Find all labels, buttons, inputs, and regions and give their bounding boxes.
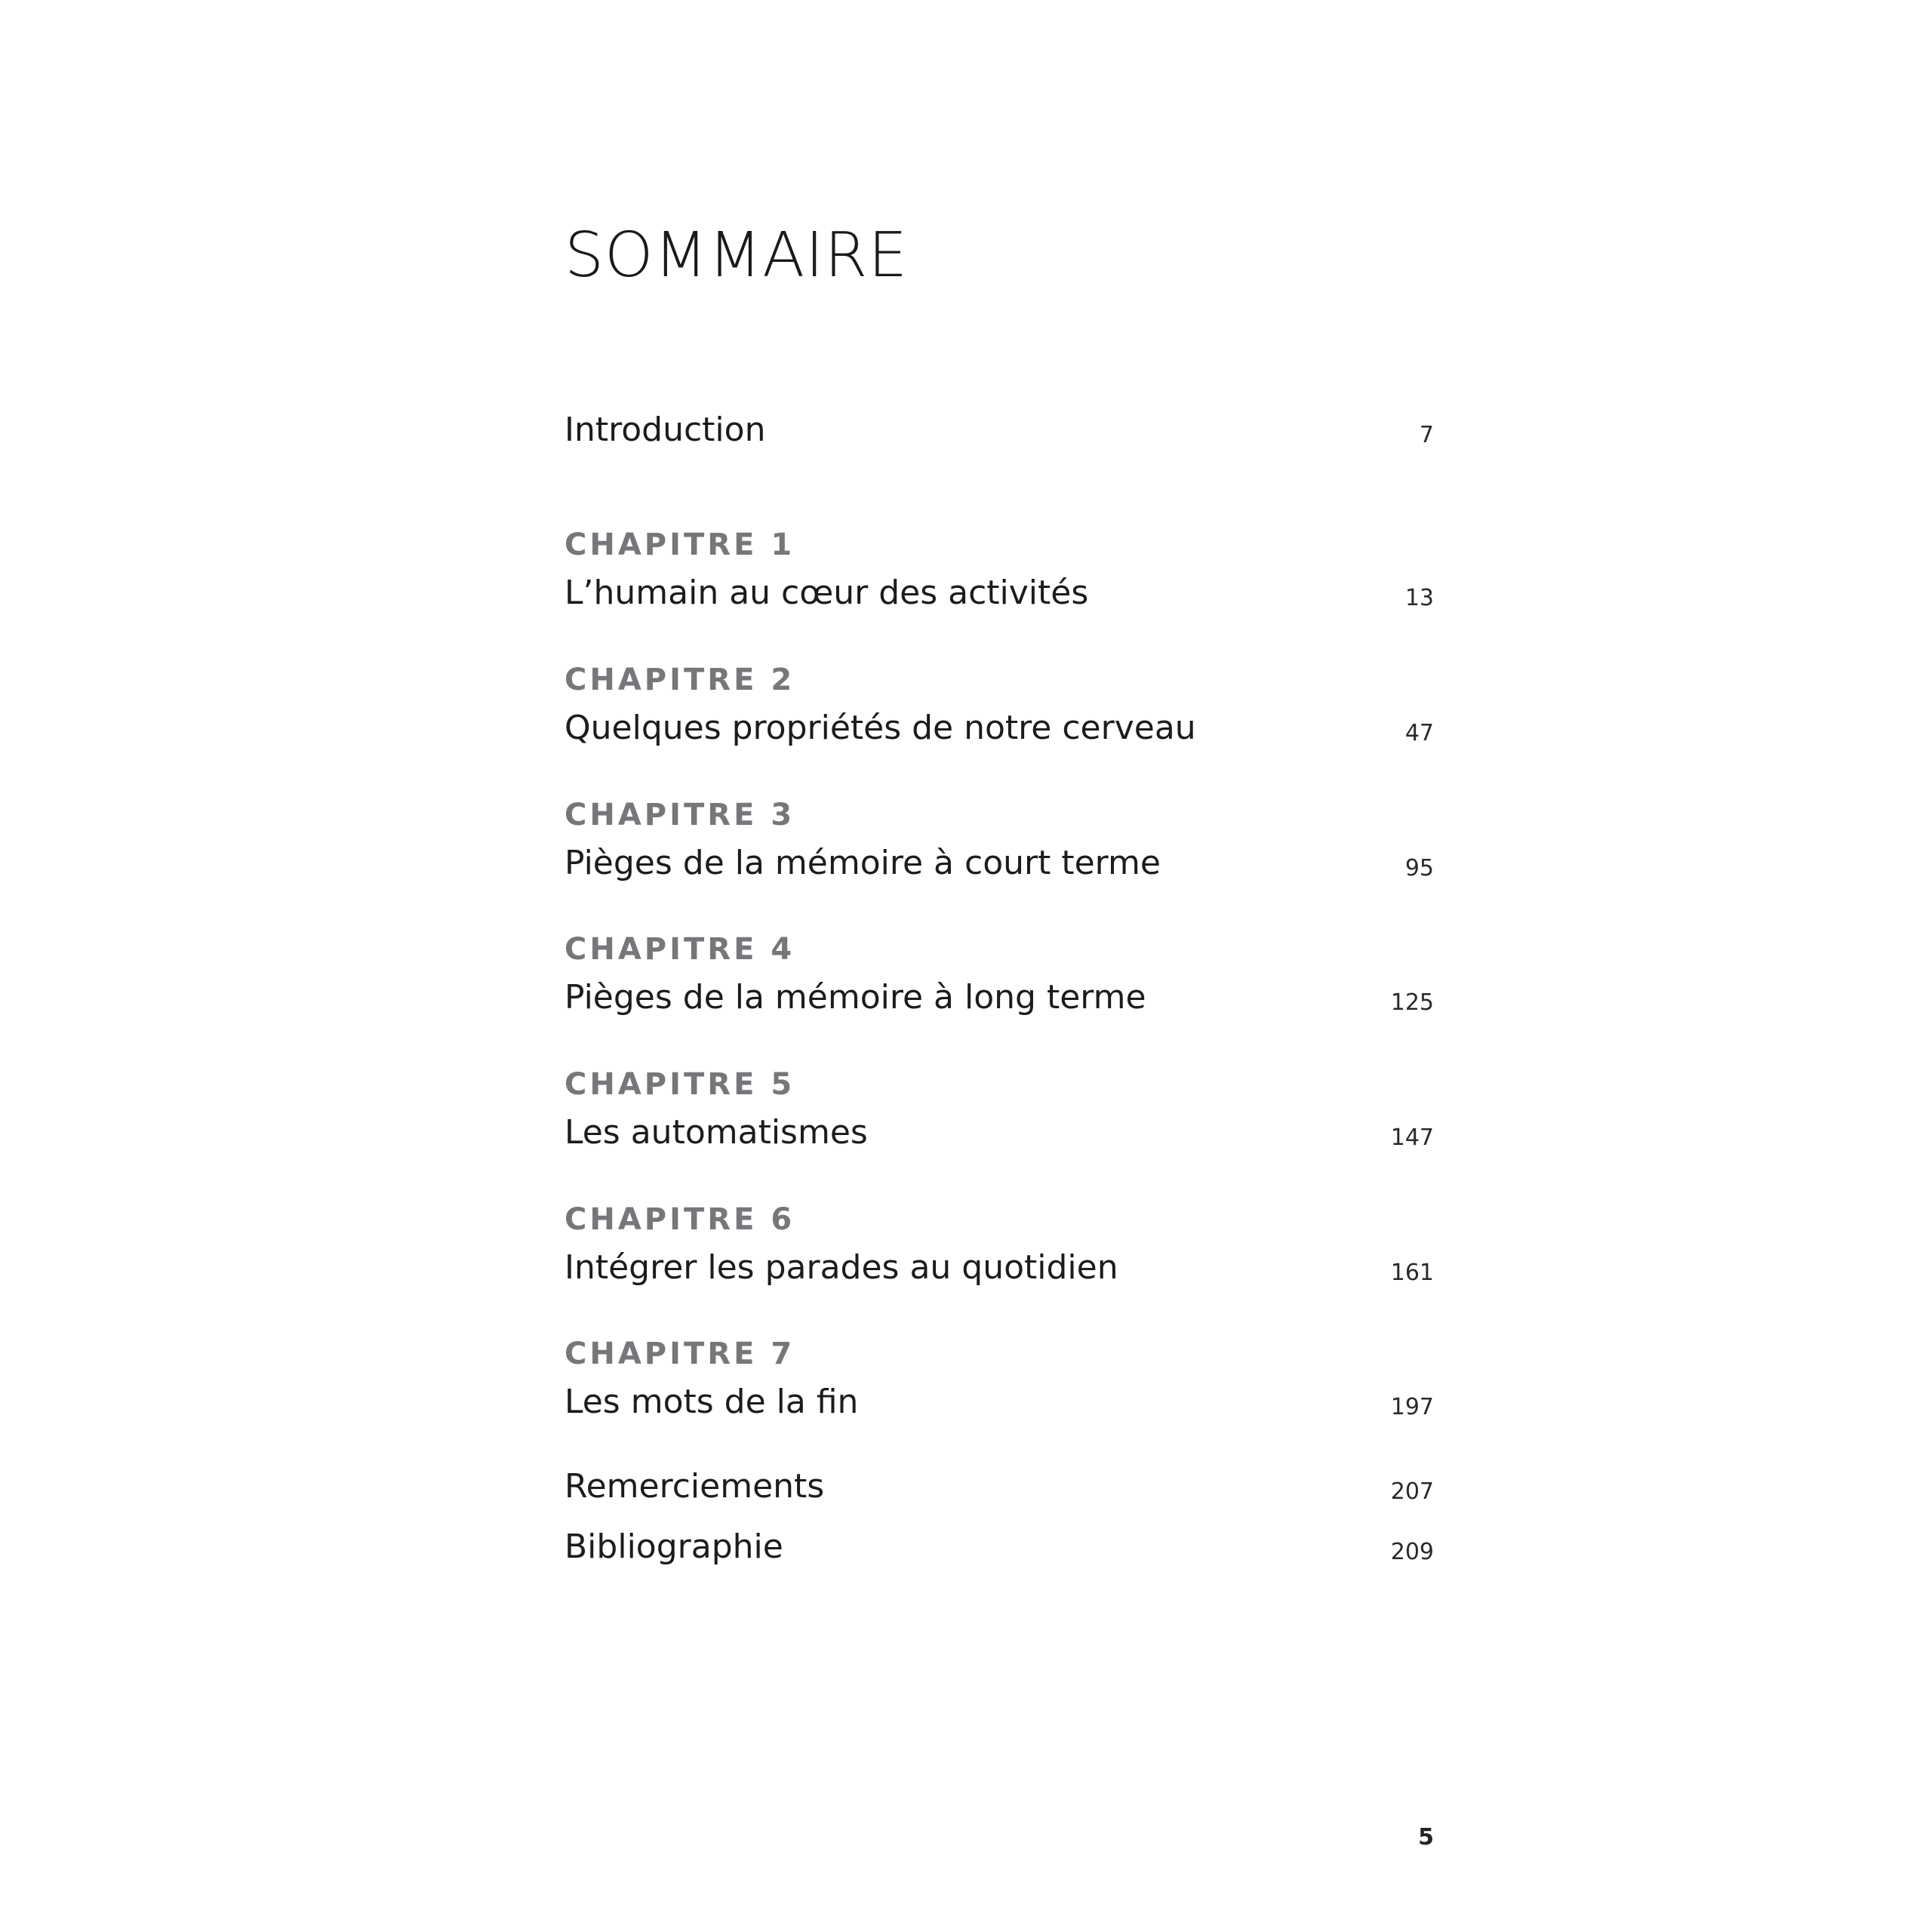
chapter-title: Les mots de la fin [565,1383,859,1421]
toc-page-number: 95 [1404,855,1434,881]
chapter-heading: CHAPITRE 4 [565,932,795,967]
toc-page-number: 209 [1390,1539,1434,1565]
chapter-heading: CHAPITRE 7 [565,1337,795,1371]
toc-entry-introduction[interactable] [565,408,1434,453]
toc-page-number: 147 [1390,1124,1434,1151]
toc-entry-bibliographie[interactable] [565,1524,1434,1570]
chapter-title: Quelques propriétés de notre cerveau [565,709,1196,747]
chapter-heading: CHAPITRE 3 [565,798,795,832]
toc-entry-label: Introduction [565,411,766,449]
chapter-heading: CHAPITRE 5 [565,1067,795,1102]
toc-page-number: 161 [1390,1260,1434,1286]
toc-page-number: 13 [1404,585,1434,611]
chapter-title: Pièges de la mémoire à court terme [565,844,1161,882]
toc-page-number: 47 [1404,720,1434,746]
toc-chapter-2[interactable] [565,665,1434,751]
toc-chapter-7[interactable] [565,1339,1434,1425]
toc-entry-label: Remerciements [565,1467,825,1506]
toc-page-number: 197 [1390,1394,1434,1420]
toc-chapter-6[interactable] [565,1204,1434,1291]
toc-entry-label: Bibliographie [565,1527,783,1566]
chapter-title: Pièges de la mémoire à long terme [565,978,1146,1017]
chapter-heading: CHAPITRE 2 [565,663,795,697]
toc-entry-remerciements[interactable] [565,1464,1434,1509]
toc-chapter-5[interactable] [565,1069,1434,1155]
chapter-title: L’humain au cœur des activités [565,574,1089,612]
chapter-heading: CHAPITRE 6 [565,1202,795,1237]
chapter-title: Les automatismes [565,1113,868,1152]
toc-page-number: 125 [1390,989,1434,1016]
toc-page-number: 207 [1390,1478,1434,1505]
toc-page-number: 7 [1419,422,1434,448]
toc-chapter-1[interactable] [565,530,1434,616]
toc-chapter-4[interactable] [565,934,1434,1020]
page-title: SOMMAIRE [565,220,909,291]
chapter-heading: CHAPITRE 1 [565,528,795,562]
toc-chapter-3[interactable] [565,800,1434,886]
chapter-title: Intégrer les parades au quotidien [565,1248,1118,1287]
folio-page-number: 5 [1418,1824,1434,1850]
